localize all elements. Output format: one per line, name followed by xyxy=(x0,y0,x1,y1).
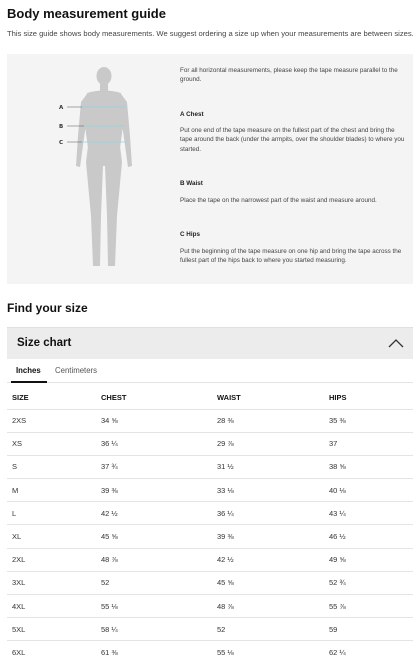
cell-waist: 42 ½ xyxy=(212,548,324,571)
table-row xyxy=(7,455,413,478)
cell-waist: 45 ⅝ xyxy=(212,571,324,594)
cell-hips: 38 ⅝ xyxy=(324,455,413,478)
hips-instruction: Put the beginning of the tape measure on one hip and bring the tape across the fullest part of the hips back to where you started measuring. xyxy=(180,248,402,265)
hips-heading: C Hips xyxy=(180,231,200,238)
table-row xyxy=(7,525,413,548)
cell-hips: 35 ⅜ xyxy=(324,409,413,432)
cell-chest: 42 ½ xyxy=(96,502,212,525)
cell-size: XS xyxy=(7,432,96,455)
cell-chest: 48 ⅞ xyxy=(96,548,212,571)
table-row xyxy=(7,641,413,657)
cell-hips: 43 ¼ xyxy=(324,502,413,525)
table-row xyxy=(7,479,413,502)
cell-chest: 45 ⅝ xyxy=(96,525,212,548)
chest-instruction: Put one end of the tape measure on the fullest part of the chest and bring the tape around the back (under the armpits, over the shoulder blades) to where you started. xyxy=(180,127,405,153)
body-figure-illustration xyxy=(57,66,157,276)
label-b: B xyxy=(59,124,64,130)
label-c: C xyxy=(59,140,64,146)
table-header-row xyxy=(7,386,413,409)
cell-hips: 55 ⅞ xyxy=(324,595,413,618)
cell-size: M xyxy=(7,479,96,502)
cell-waist: 31 ½ xyxy=(212,455,324,478)
cell-chest: 52 xyxy=(96,571,212,594)
header-waist: WAIST xyxy=(212,386,324,409)
table-row xyxy=(7,409,413,432)
active-tab-indicator xyxy=(11,381,47,383)
waist-heading: B Waist xyxy=(180,180,203,187)
cell-waist: 39 ⅜ xyxy=(212,525,324,548)
page-title: Body measurement guide xyxy=(7,6,166,21)
table-row xyxy=(7,571,413,594)
cell-hips: 49 ⅝ xyxy=(324,548,413,571)
cell-size: 2XS xyxy=(7,409,96,432)
measurement-guide-panel xyxy=(7,54,413,284)
cell-chest: 39 ⅜ xyxy=(96,479,212,502)
general-instruction: For all horizontal measurements, please keep the tape measure parallel to the ground. xyxy=(180,67,398,84)
cell-hips: 46 ½ xyxy=(324,525,413,548)
cell-hips: 37 xyxy=(324,432,413,455)
chest-heading: A Chest xyxy=(180,111,204,118)
cell-hips: 62 ¼ xyxy=(324,641,413,657)
cell-chest: 37 ¾ xyxy=(96,455,212,478)
cell-chest: 58 ¼ xyxy=(96,618,212,641)
label-a: A xyxy=(59,105,64,111)
cell-chest: 61 ⅜ xyxy=(96,641,212,657)
cell-size: 4XL xyxy=(7,595,96,618)
tab-centimeters[interactable]: Centimeters xyxy=(55,366,98,375)
size-chart-accordion-header[interactable] xyxy=(7,327,413,359)
cell-waist: 36 ¼ xyxy=(212,502,324,525)
cell-size: 5XL xyxy=(7,618,96,641)
cell-waist: 33 ⅛ xyxy=(212,479,324,502)
table-row xyxy=(7,595,413,618)
cell-size: XL xyxy=(7,525,96,548)
cell-waist: 52 xyxy=(212,618,324,641)
table-row xyxy=(7,548,413,571)
size-chart-table xyxy=(7,386,413,657)
chevron-up-icon[interactable] xyxy=(388,337,404,349)
unit-tabs xyxy=(7,363,413,383)
table-row xyxy=(7,502,413,525)
table-row xyxy=(7,618,413,641)
header-hips: HIPS xyxy=(324,386,413,409)
cell-hips: 40 ⅛ xyxy=(324,479,413,502)
cell-waist: 55 ⅛ xyxy=(212,641,324,657)
cell-waist: 48 ⅞ xyxy=(212,595,324,618)
waist-instruction: Place the tape on the narrowest part of the waist and measure around. xyxy=(180,197,377,204)
table-row xyxy=(7,432,413,455)
cell-size: S xyxy=(7,455,96,478)
cell-size: L xyxy=(7,502,96,525)
cell-size: 6XL xyxy=(7,641,96,657)
cell-size: 3XL xyxy=(7,571,96,594)
cell-size: 2XL xyxy=(7,548,96,571)
cell-hips: 52 ¾ xyxy=(324,571,413,594)
size-chart-title: Size chart xyxy=(17,337,72,349)
header-chest: CHEST xyxy=(96,386,212,409)
cell-chest: 36 ¼ xyxy=(96,432,212,455)
cell-waist: 28 ⅜ xyxy=(212,409,324,432)
find-size-heading: Find your size xyxy=(7,301,88,315)
cell-waist: 29 ⅞ xyxy=(212,432,324,455)
tab-inches[interactable]: Inches xyxy=(16,366,41,375)
cell-chest: 34 ⅝ xyxy=(96,409,212,432)
intro-text: This size guide shows body measurements. We suggest ordering a size up when your measurements are between sizes. xyxy=(7,29,414,38)
header-size: SIZE xyxy=(7,386,96,409)
cell-chest: 55 ⅛ xyxy=(96,595,212,618)
cell-hips: 59 xyxy=(324,618,413,641)
